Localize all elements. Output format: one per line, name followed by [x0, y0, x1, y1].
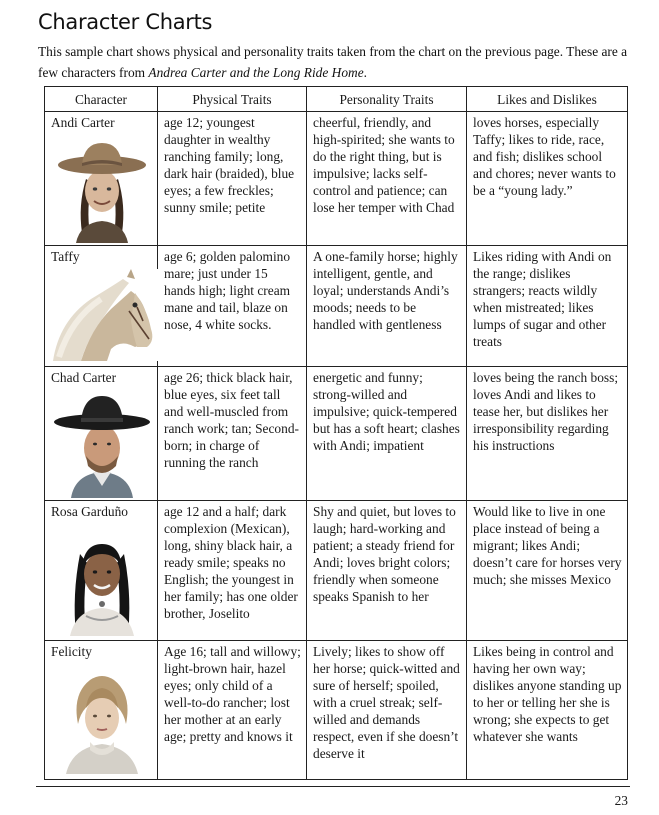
header-physical-traits: Physical Traits	[158, 87, 307, 112]
physical-traits-cell: age 12 and a half; dark complexion (Mexican), long, shiny black hair, a ready smile; speaks no English; the youngest in her family; has one older brother, Joselito	[158, 501, 307, 641]
table-row	[45, 367, 628, 501]
portrait-rosa-garduno	[56, 524, 148, 636]
portrait-felicity	[56, 664, 148, 774]
physical-traits-cell: age 6; golden palomino mare; just under 15 hands high; light cream mane and tail, blaze on nose, 4 white socks.	[158, 246, 307, 367]
header-character: Character	[45, 87, 158, 112]
character-name: Felicity	[51, 644, 92, 659]
physical-traits-cell: age 26; thick black hair, blue eyes, six feet tall and well-muscled from ranch work; tan; Second-born; in charge of running the ranch	[158, 367, 307, 501]
likes-dislikes-cell: Would like to live in one place instead of being a migrant; likes Andi; doesn’t care for horses very much; she misses Mexico	[467, 501, 628, 641]
personality-traits-cell: cheerful, friendly, and high-spirited; she wants to do the right thing, but is impulsive; lacks self-control and patience; can lose her temper with Chad	[307, 112, 467, 246]
portrait-chad-carter	[53, 390, 151, 498]
likes-dislikes-cell: loves horses, especially Taffy; likes to ride, race, and fish; dislikes school and chores; never wants to be a “young lady.”	[467, 112, 628, 246]
likes-dislikes-cell: Likes being in control and having her own way; dislikes anyone standing up to her or telling her she is wrong; she expects to get whatever she wants	[467, 641, 628, 780]
character-cell	[45, 367, 158, 501]
portrait-andi-carter	[56, 135, 148, 243]
header-likes-dislikes: Likes and Dislikes	[467, 87, 628, 112]
character-cell	[45, 112, 158, 246]
page-number: 23	[614, 793, 628, 808]
likes-dislikes-cell: Likes riding with Andi on the range; dislikes strangers; reacts wildly when mistreated; likes lumps of sugar and other treats	[467, 246, 628, 367]
table-row	[45, 641, 628, 780]
character-name: Chad Carter	[51, 370, 117, 385]
table-header-row	[45, 87, 628, 112]
footer-rule	[36, 786, 630, 787]
table-row	[45, 112, 628, 246]
physical-traits-cell: Age 16; tall and willowy; light-brown hair, hazel eyes; only child of a well-to-do rancher; lost her mother at an early age; pretty and knows it	[158, 641, 307, 780]
likes-dislikes-cell: loves being the ranch boss; loves Andi and likes to tease her, but dislikes her irresponsibility regarding his instructions	[467, 367, 628, 501]
personality-traits-cell: Lively; likes to show off her horse; quick-witted and sure of herself; spoiled, with a cruel streak; self-willed and demands respect, even if she doesn’t deserve it	[307, 641, 467, 780]
character-cell	[45, 641, 158, 780]
header-personality-traits: Personality Traits	[307, 87, 467, 112]
page-title: Character Charts	[38, 10, 213, 34]
personality-traits-cell: A one-family horse; highly intelligent, gentle, and loyal; understands Andi’s moods; needs to be handled with gentleness	[307, 246, 467, 367]
table-row	[45, 246, 628, 367]
portrait-taffy-horse	[51, 269, 159, 361]
personality-traits-cell: energetic and funny; strong-willed and impulsive; quick-tempered but has a soft heart; clashes with Andi; impatient	[307, 367, 467, 501]
character-name: Taffy	[51, 249, 80, 264]
character-cell	[45, 501, 158, 641]
table-row	[45, 501, 628, 641]
intro-end: .	[363, 65, 367, 80]
personality-traits-cell: Shy and quiet, but loves to laugh; hard-working and patient; a steady friend for Andi; loves bright colors; friendly when someone speaks Spanish to her	[307, 501, 467, 641]
intro-paragraph	[38, 41, 638, 83]
character-name: Rosa Garduño	[51, 504, 128, 519]
character-cell	[45, 246, 158, 367]
character-name: Andi Carter	[51, 115, 115, 130]
intro-text: This sample chart shows physical and personality traits taken from the chart on the previous page. These are a few characters from	[38, 44, 628, 80]
book-title: Andrea Carter and the Long Ride Home	[148, 65, 364, 80]
physical-traits-cell: age 12; youngest daughter in wealthy ranching family; long, dark hair (braided), blue eyes; a few freckles; sunny smile; petite	[158, 112, 307, 246]
character-chart-table	[44, 86, 628, 780]
